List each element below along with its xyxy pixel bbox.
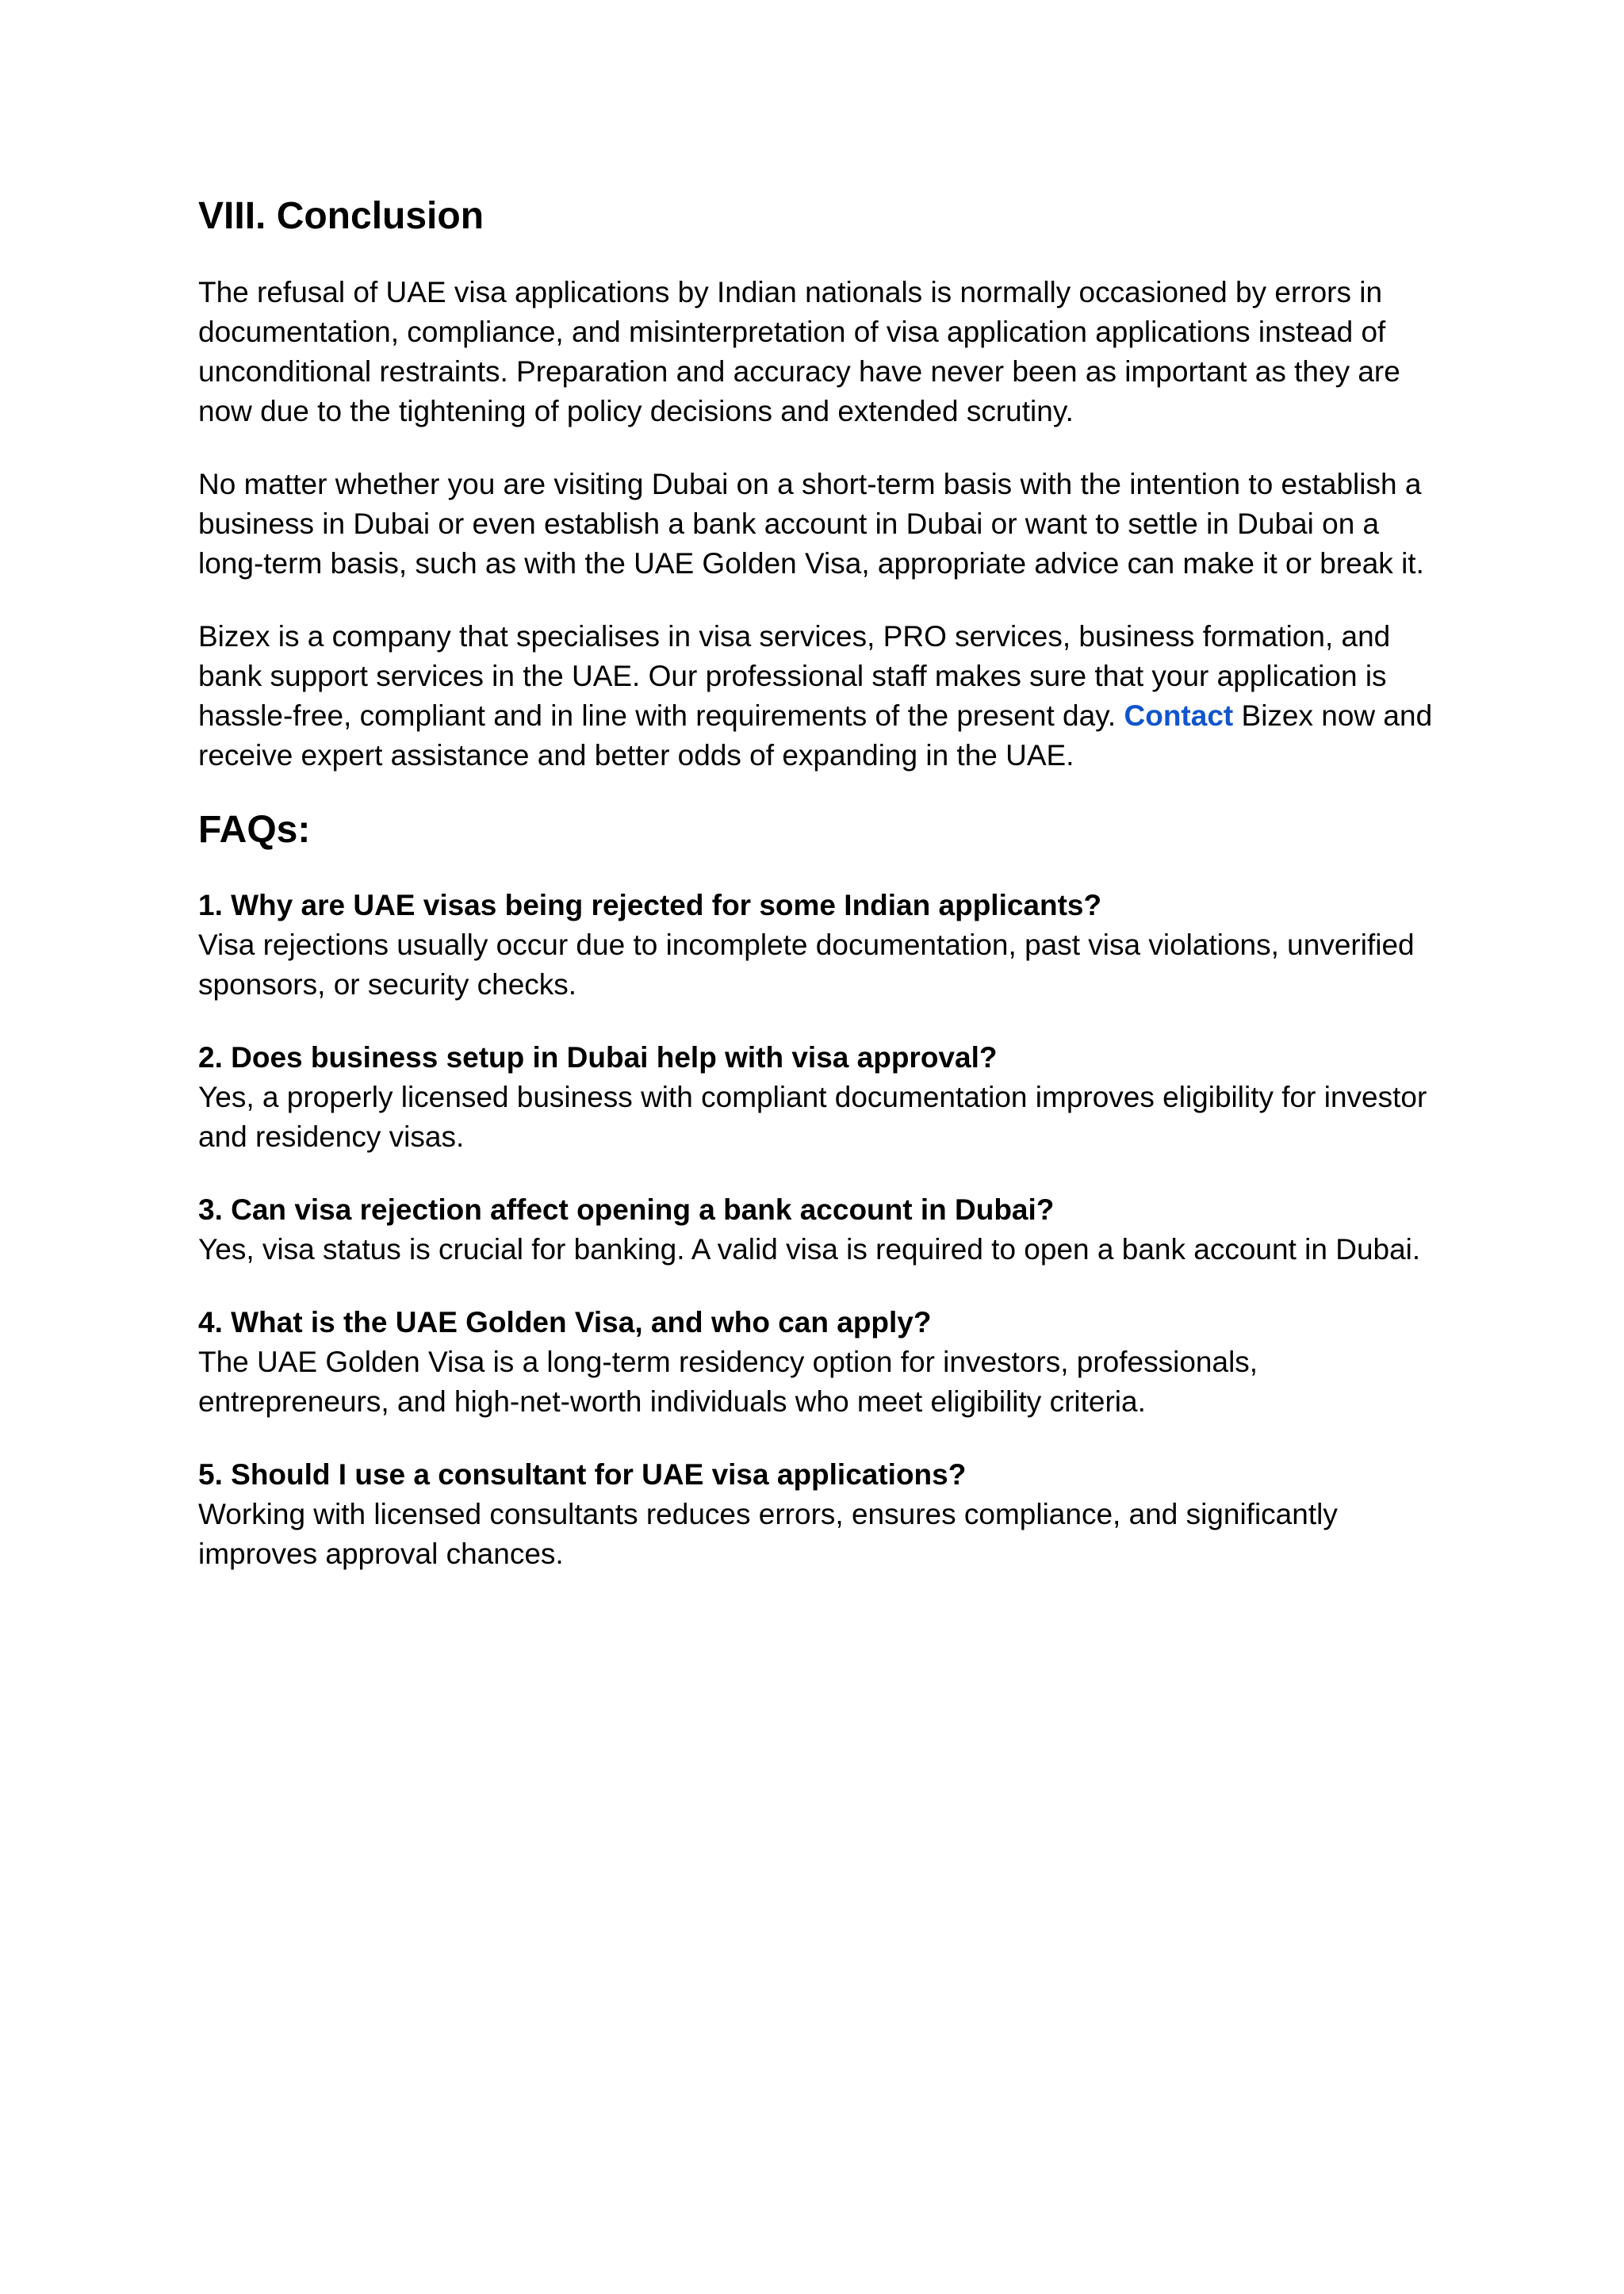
document-page [198, 193, 1451, 1607]
faq-item [198, 1038, 1451, 1157]
faq-question: 3. Can visa rejection affect opening a bank account in Dubai? [198, 1193, 1055, 1227]
faq-answer: Yes, a properly licensed business with compliant documentation improves eligibility for investor and residency visas. [198, 1081, 1427, 1154]
faq-item [198, 1303, 1451, 1422]
conclusion-paragraph-2: No matter whether you are visiting Dubai on a short-term basis with the intention to establish a business in Dubai or even establish a bank account in Dubai or want to settle in Dubai on a long-term basis, such as with the UAE Golden Visa, appropriate advice can make it or break it. [198, 467, 1424, 580]
faqs-heading: FAQs: [198, 808, 311, 851]
faq-item [198, 1190, 1451, 1270]
faq-answer: Visa rejections usually occur due to incomplete documentation, past visa violations, unverified sponsors, or security checks. [198, 929, 1415, 1001]
faq-question: 1. Why are UAE visas being rejected for some Indian applicants? [198, 889, 1102, 922]
faq-answer: Yes, visa status is crucial for banking. A valid visa is required to open a bank account in Dubai. [198, 1233, 1421, 1266]
contact-link[interactable]: Contact [1124, 699, 1234, 732]
conclusion-heading: VIII. Conclusion [198, 195, 485, 237]
conclusion-paragraph-1: The refusal of UAE visa applications by Indian nationals is normally occasioned by errors in documentation, compliance, and misinterpretation of visa application applications instead of unconditional restraints. Preparation and accuracy have never been as important as they are now due to the tightening of policy decisions and extended scrutiny. [198, 275, 1400, 427]
faq-question: 4. What is the UAE Golden Visa, and who can apply? [198, 1306, 932, 1339]
faq-item [198, 1455, 1451, 1574]
faq-answer: The UAE Golden Visa is a long-term residency option for investors, professionals, entrepreneurs, and high-net-worth individuals who meet eligibility criteria. [198, 1346, 1258, 1419]
faq-item [198, 886, 1451, 1005]
faq-question: 2. Does business setup in Dubai help with visa approval? [198, 1041, 998, 1074]
faq-answer: Working with licensed consultants reduces errors, ensures compliance, and significantly improves approval chances. [198, 1498, 1338, 1571]
conclusion-paragraph-3 [198, 617, 1451, 776]
closing-text-after-link: Bizex now and receive expert assistance and better odds of expanding in the UAE. [198, 699, 1433, 772]
faq-question: 5. Should I use a consultant for UAE visa applications? [198, 1458, 967, 1492]
closing-text-before-link: Bizex is a company that specialises in visa services, PRO services, business formation, and bank support services in the UAE. Our professional staff makes sure that your application is hassle-free, compliant and in line with requirements of the present day. [198, 619, 1391, 732]
